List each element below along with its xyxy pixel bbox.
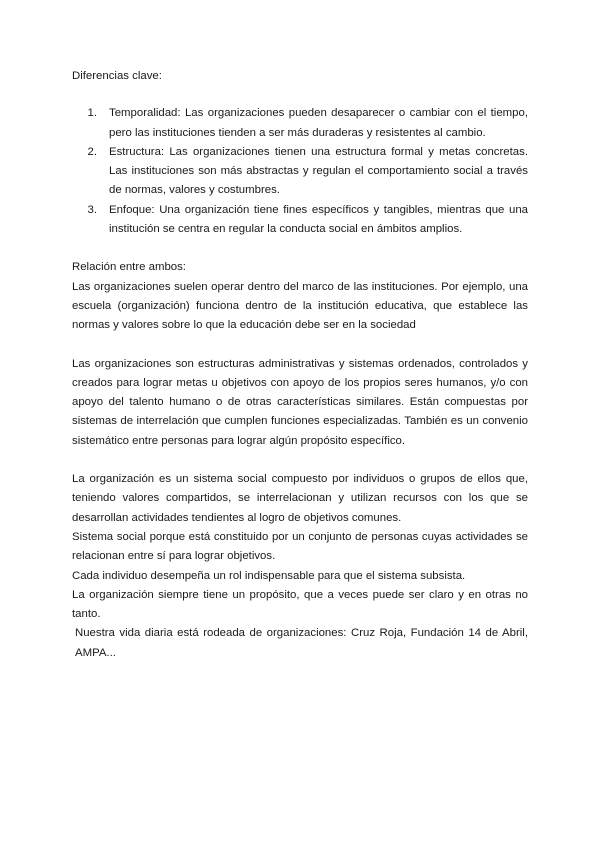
- relation-heading: Relación entre ambos:: [72, 261, 186, 274]
- list-item-text: Temporalidad: Las organizaciones pueden desaparecer o cambiar con el tiempo, pero las instituciones tienden a ser más duraderas y resistentes al cambio.: [109, 107, 528, 139]
- daily-life-line: Nuestra vida diaria está rodeada de organizaciones: Cruz Roja, Fundación 14 de Abril, AMPA...: [75, 627, 528, 659]
- list-item: [72, 143, 528, 201]
- spacer: [72, 336, 528, 355]
- social-system-paragraph: La organización es un sistema social compuesto por individuos o grupos de ellos que, teniendo valores compartidos, se interrelacionan y utilizan recursos con los que se desarrollan actividades tendientes al logro de objetivos comunes.: [72, 473, 528, 524]
- document-body: [72, 67, 528, 663]
- list-item-text: Enfoque: Una organización tiene fines específicos y tangibles, mientras que una institución se centra en regular la conducta social en ámbitos amplios.: [109, 203, 528, 236]
- purpose-line: La organización siempre tiene un propósito, que a veces puede ser claro y en otras no tanto.: [72, 588, 528, 621]
- list-item-number: 1.: [87, 107, 97, 120]
- list-item: [72, 104, 528, 143]
- spacer: [72, 451, 528, 470]
- list-item: [72, 201, 528, 240]
- organizations-structures-paragraph: Las organizaciones son estructuras administrativas y sistemas ordenados, controlados y creados para lograr metas u objetivos con apoyo de los propios seres humanos, y/o con apoyo del talento humano o de otras características similares. Están compuestas por sistemas de interrelación que cumplen funciones especializadas. También es un convenio sistemático entre personas para lograr algún propósito específico.: [72, 357, 528, 447]
- individual-role-line: Cada individuo desempeña un rol indispensable para que el sistema subsista.: [72, 569, 466, 582]
- list-item-number: 3.: [87, 203, 97, 216]
- spacer: [72, 239, 528, 258]
- system-social-line: Sistema social porque está constituido por un conjunto de personas cuyas actividades se relacionan entre sí para lograr objetivos.: [72, 530, 528, 563]
- differences-heading: Diferencias clave:: [72, 70, 162, 82]
- list-item-number: 2.: [87, 145, 97, 158]
- list-item-text: Estructura: Las organizaciones tienen una estructura formal y metas concretas. Las instituciones son más abstractas y regulan el comportamiento social a través de normas, valores y costumbres.: [109, 145, 528, 197]
- relation-paragraph: Las organizaciones suelen operar dentro del marco de las instituciones. Por ejemplo, una escuela (organización) funciona dentro de la institución educativa, que establece las normas y valores sobre lo que la educación debe ser en la sociedad: [72, 280, 528, 332]
- differences-list: [72, 104, 528, 239]
